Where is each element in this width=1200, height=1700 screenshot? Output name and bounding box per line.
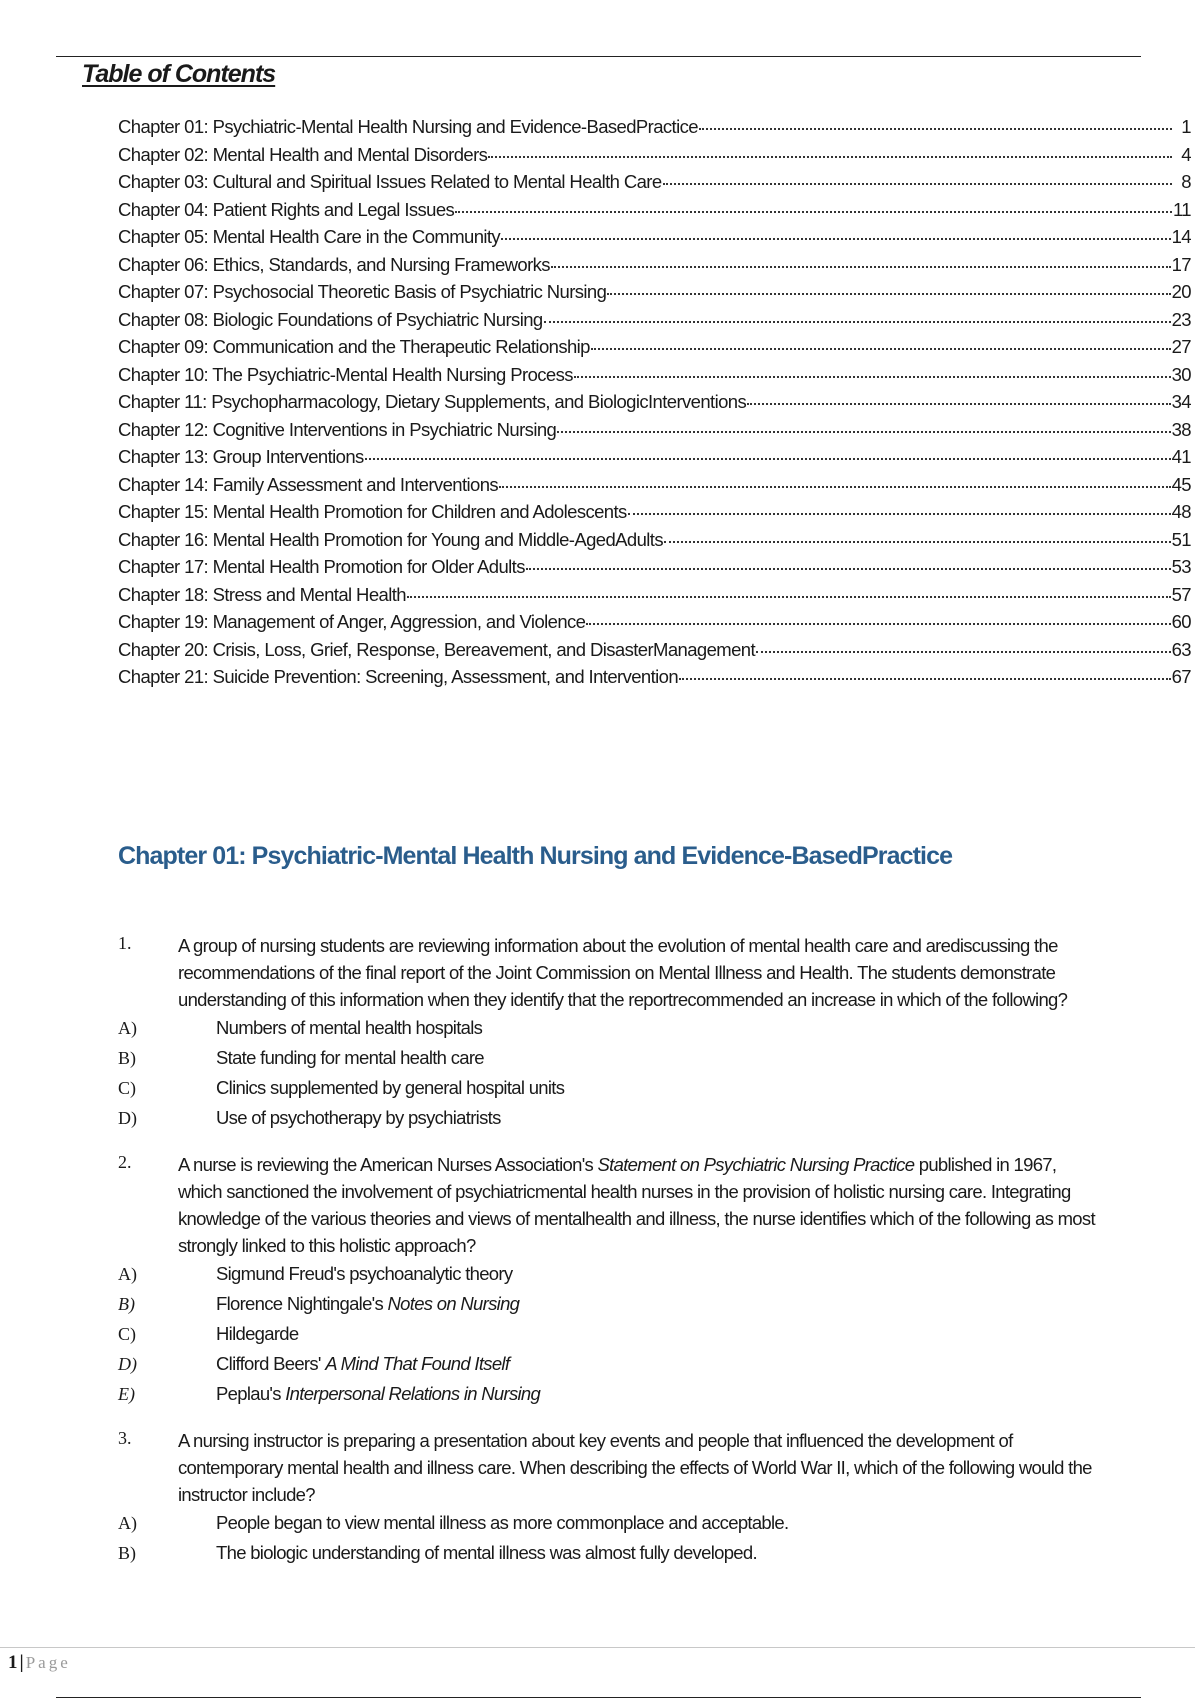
toc-leader-dots: [544, 321, 1171, 323]
toc-entry[interactable]: [118, 584, 1191, 612]
option-text-part: A Mind That Found Itself: [325, 1353, 510, 1374]
question-stem-text: A nurse is reviewing the American Nurses Association's: [178, 1154, 598, 1175]
toc-leader-dots: [607, 293, 1170, 295]
toc-entry-page[interactable]: 45: [1171, 473, 1191, 495]
toc-entry-label[interactable]: Chapter 13: Group Interventions: [118, 446, 364, 467]
question-stem-text: A group of nursing students are reviewing information about the evolution of mental health care and arediscussing the recommendations of the final report of the Joint Commission on Mental Illness and Health. The students demonstrate understanding of this information when they identify that the reportrecommended an increase in which of the following?: [178, 935, 1068, 1010]
footer-separator: |: [19, 1652, 24, 1673]
toc-entry-label[interactable]: Chapter 17: Mental Health Promotion for Older Adults: [118, 556, 525, 577]
toc-leader-dots: [499, 486, 1171, 488]
toc-entry-page[interactable]: 51: [1171, 528, 1191, 550]
toc-entry-label[interactable]: Chapter 12: Cognitive Interventions in Psychiatric Nursing: [118, 418, 557, 440]
toc-entry[interactable]: [118, 171, 1191, 199]
toc-entry-page[interactable]: 34: [1171, 391, 1191, 412]
toc-leader-dots: [407, 596, 1171, 598]
toc-entry-page[interactable]: 8: [1181, 171, 1191, 192]
option-text-part: Interpersonal Relations in Nursing: [285, 1383, 541, 1404]
toc-leader-dots: [526, 568, 1171, 570]
toc-entry-label[interactable]: Chapter 20: Crisis, Loss, Grief, Response, Bereavement, and DisasterManagement: [118, 638, 755, 660]
toc-entry[interactable]: [118, 474, 1191, 502]
page-footer: [8, 1652, 71, 1674]
toc-entry-page[interactable]: 4: [1181, 143, 1191, 165]
option-text: [216, 1047, 484, 1069]
toc-leader-dots: [679, 678, 1171, 680]
answer-option[interactable]: [118, 1289, 1098, 1319]
answer-option[interactable]: [118, 1043, 1098, 1073]
question-stem: [178, 1427, 1098, 1508]
toc-leader-dots: [699, 128, 1172, 130]
toc-entry-label[interactable]: Chapter 02: Mental Health and Mental Disorders: [118, 143, 488, 165]
toc-leader-dots: [591, 348, 1171, 350]
answer-option[interactable]: [118, 1538, 1098, 1568]
toc-leader-dots: [557, 431, 1170, 433]
option-text-part: Clifford Beers': [216, 1353, 326, 1374]
toc-entry[interactable]: [118, 116, 1191, 144]
bottom-rule: [56, 1697, 1141, 1698]
header-rule: [56, 56, 1141, 57]
option-text-part: Sigmund Freud's psychoanalytic theory: [216, 1263, 513, 1284]
question-item: [118, 932, 1098, 1133]
answer-option[interactable]: [118, 1349, 1098, 1379]
toc-entry-page[interactable]: 57: [1171, 583, 1191, 605]
table-of-contents: [118, 116, 1191, 694]
question-stem-text: A nursing instructor is preparing a presentation about key events and people that influenced the development of contemporary mental health and illness care. When describing the effects of World War II, which of the following would the instructor include?: [178, 1430, 1092, 1505]
option-text: [216, 1107, 501, 1129]
toc-entry[interactable]: [118, 419, 1191, 447]
option-letter: B): [118, 1047, 136, 1068]
toc-entry-page[interactable]: 17: [1171, 253, 1191, 275]
toc-entry-page[interactable]: 20: [1171, 281, 1191, 302]
toc-leader-dots: [551, 266, 1171, 268]
option-letter: B): [118, 1542, 136, 1563]
answer-option[interactable]: [118, 1319, 1098, 1349]
toc-entry[interactable]: [118, 226, 1191, 254]
toc-title: Table of Contents: [82, 60, 276, 88]
option-text: [216, 1542, 757, 1564]
option-text-part: Florence Nightingale's: [216, 1293, 388, 1314]
toc-entry-label[interactable]: Chapter 21: Suicide Prevention: Screening, Assessment, and Intervention: [118, 666, 679, 687]
option-text-part: Numbers of mental health hospitals: [216, 1017, 483, 1038]
toc-entry[interactable]: [118, 501, 1191, 529]
toc-entry-page[interactable]: 11: [1172, 198, 1191, 220]
toc-entry-page[interactable]: 38: [1171, 418, 1191, 440]
option-text-part: Notes on Nursing: [387, 1293, 520, 1314]
toc-entry-page[interactable]: 60: [1171, 611, 1191, 632]
toc-entry[interactable]: [118, 446, 1191, 474]
toc-entry-label[interactable]: Chapter 08: Biologic Foundations of Psychiatric Nursing: [118, 308, 543, 330]
toc-entry-page[interactable]: 53: [1171, 556, 1191, 577]
answer-option[interactable]: [118, 1259, 1098, 1289]
option-letter: C): [118, 1323, 136, 1344]
option-text: [216, 1323, 298, 1345]
chapter-heading: Chapter 01: Psychiatric-Mental Health Nursing and Evidence-BasedPractice: [118, 842, 953, 870]
toc-entry[interactable]: [118, 309, 1191, 337]
toc-entry[interactable]: [118, 666, 1191, 694]
toc-entry[interactable]: [118, 336, 1191, 364]
option-letter: A): [118, 1512, 137, 1533]
toc-entry-label[interactable]: Chapter 04: Patient Rights and Legal Issues: [118, 198, 455, 220]
option-text-part: People began to view mental illness as more commonplace and acceptable.: [216, 1512, 789, 1533]
toc-entry-page[interactable]: 27: [1171, 336, 1191, 357]
option-text-part: The biologic understanding of mental illness was almost fully developed.: [216, 1542, 757, 1563]
toc-entry[interactable]: [118, 144, 1191, 172]
toc-entry[interactable]: [118, 639, 1191, 667]
toc-entry-label[interactable]: Chapter 07: Psychosocial Theoretic Basis of Psychiatric Nursing: [118, 281, 607, 302]
option-text: [216, 1512, 788, 1534]
toc-entry[interactable]: [118, 611, 1191, 639]
toc-leader-dots: [586, 623, 1170, 625]
option-text-part: Hildegarde: [216, 1323, 299, 1344]
toc-leader-dots: [664, 541, 1171, 543]
question-stem: [178, 932, 1098, 1013]
option-letter: A): [118, 1017, 137, 1038]
option-text: [216, 1017, 482, 1039]
answer-option[interactable]: [118, 1013, 1098, 1043]
option-text-part: Clinics supplemented by general hospital units: [216, 1077, 565, 1098]
option-text: [216, 1077, 564, 1099]
toc-entry-page[interactable]: 41: [1171, 446, 1191, 467]
option-text-part: State funding for mental health care: [216, 1047, 484, 1068]
answer-option[interactable]: [118, 1073, 1098, 1103]
footer-rule: [0, 1647, 1195, 1648]
toc-leader-dots: [628, 513, 1171, 515]
toc-entry[interactable]: [118, 529, 1191, 557]
toc-entry[interactable]: [118, 391, 1191, 419]
toc-entry-label[interactable]: Chapter 01: Psychiatric-Mental Health Nursing and Evidence-BasedPractice: [118, 116, 698, 137]
toc-entry-label[interactable]: Chapter 06: Ethics, Standards, and Nursing Frameworks: [118, 253, 550, 275]
option-letter: C): [118, 1077, 136, 1098]
option-text: [216, 1383, 540, 1405]
toc-entry-page[interactable]: 1: [1181, 116, 1191, 137]
toc-entry-label[interactable]: Chapter 11: Psychopharmacology, Dietary Supplements, and BiologicInterventions: [118, 391, 747, 412]
toc-entry-page[interactable]: 67: [1171, 666, 1191, 687]
toc-entry[interactable]: [118, 556, 1191, 584]
toc-leader-dots: [501, 238, 1171, 240]
toc-entry-page[interactable]: 23: [1171, 308, 1191, 330]
toc-leader-dots: [365, 458, 1171, 460]
page-number: 1: [8, 1652, 18, 1673]
question-row: [118, 1427, 1098, 1508]
toc-leader-dots: [455, 211, 1172, 213]
page-label: Page: [25, 1653, 71, 1672]
answer-option[interactable]: [118, 1103, 1098, 1133]
option-letter: B): [118, 1293, 135, 1314]
toc-entry[interactable]: [118, 364, 1191, 392]
toc-entry-label[interactable]: Chapter 14: Family Assessment and Interventions: [118, 473, 499, 495]
question-number: 2.: [118, 1152, 132, 1172]
answer-option[interactable]: [118, 1508, 1098, 1538]
option-text: [216, 1293, 519, 1315]
question-number: 3.: [118, 1428, 132, 1448]
question-stem: [178, 1151, 1098, 1259]
toc-entry-label[interactable]: Chapter 05: Mental Health Care in the Community: [118, 226, 501, 247]
toc-entry-label[interactable]: Chapter 19: Management of Anger, Aggression, and Violence: [118, 611, 586, 632]
question-stem-text: Statement on Psychiatric Nursing Practice: [597, 1154, 915, 1175]
toc-leader-dots: [747, 403, 1170, 405]
question-number: 1.: [118, 933, 132, 953]
toc-entry[interactable]: [118, 199, 1191, 227]
question-row: [118, 1151, 1098, 1259]
toc-entry-page[interactable]: 63: [1171, 638, 1191, 660]
option-text: [216, 1263, 512, 1285]
question-item: [118, 1427, 1098, 1568]
question-stem-text: published in 1967, which sanctioned the involvement of psychiatricmental health nurses in the provision of holistic nursing care. Integrating knowledge of the various theories and views of mentalhealth and illness, the nurse identifies which of the following as most strongly linked to this holistic approach?: [178, 1154, 1095, 1256]
option-letter: A): [118, 1263, 137, 1284]
toc-leader-dots: [488, 156, 1172, 158]
option-text-part: Peplau's: [216, 1383, 286, 1404]
toc-leader-dots: [574, 376, 1171, 378]
option-text-part: Use of psychotherapy by psychiatrists: [216, 1107, 501, 1128]
toc-entry-page[interactable]: 30: [1171, 363, 1191, 385]
toc-entry-label[interactable]: Chapter 10: The Psychiatric-Mental Health Nursing Process: [118, 363, 573, 385]
toc-entry[interactable]: [118, 281, 1191, 309]
toc-entry-page[interactable]: 14: [1171, 226, 1191, 247]
option-letter: E): [118, 1383, 135, 1404]
option-text: [216, 1353, 509, 1375]
toc-leader-dots: [663, 183, 1172, 185]
toc-entry[interactable]: [118, 254, 1191, 282]
question-row: [118, 932, 1098, 1013]
toc-leader-dots: [756, 651, 1171, 653]
option-letter: D): [118, 1353, 137, 1374]
question-list: [118, 932, 1098, 1586]
toc-entry-label[interactable]: Chapter 03: Cultural and Spiritual Issues Related to Mental Health Care: [118, 171, 662, 192]
question-item: [118, 1151, 1098, 1409]
toc-entry-label[interactable]: Chapter 15: Mental Health Promotion for Children and Adolescents: [118, 501, 627, 522]
toc-entry-label[interactable]: Chapter 16: Mental Health Promotion for Young and Middle-AgedAdults: [118, 528, 663, 550]
option-letter: D): [118, 1107, 137, 1128]
toc-entry-label[interactable]: Chapter 09: Communication and the Therapeutic Relationship: [118, 336, 590, 357]
toc-entry-page[interactable]: 48: [1171, 501, 1191, 522]
answer-option[interactable]: [118, 1379, 1098, 1409]
toc-entry-label[interactable]: Chapter 18: Stress and Mental Health: [118, 583, 406, 605]
